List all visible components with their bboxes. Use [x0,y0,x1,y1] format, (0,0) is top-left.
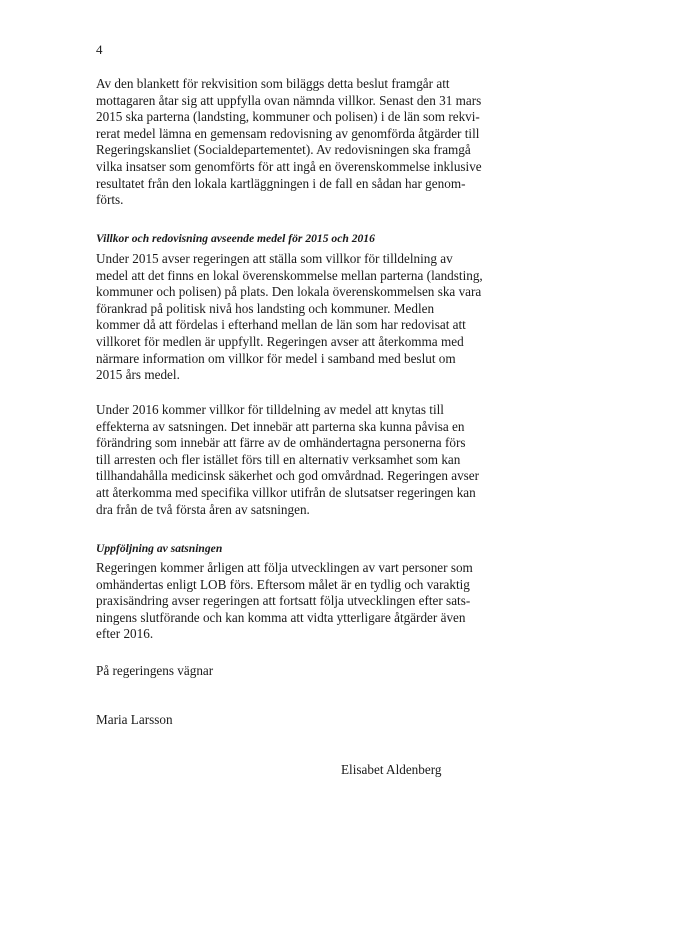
text-line: resultatet från den lokala kartläggningen i de fall en sådan har genom- [96,175,466,191]
text-line: mottagaren åtar sig att uppfylla ovan nämnda villkor. Senast den 31 mars [96,92,482,108]
text-line: förts. [96,192,124,208]
text-line: kommuner och polisen) på plats. Den lokala överenskommelsen ska vara [96,284,482,300]
section-heading-conditions: Villkor och redovisning avseende medel för 2015 och 2016 [96,232,375,245]
text-line: till arresten och fler istället förs till en alternativ verksamhet som kan [96,451,461,467]
closing-phrase: På regeringens vägnar [96,663,214,678]
signatory-official: Elisabet Aldenberg [341,762,442,777]
text-line: effekterna av satsningen. Det innebär att parterna ska kunna påvisa en [96,418,465,434]
page-number: 4 [96,42,103,57]
text-line: dra från de två första åren av satsningen. [96,501,310,517]
text-line: efter 2016. [96,626,154,642]
paragraph-follow-up [96,560,506,643]
text-line: villkoret för medlen är uppfyllt. Regeringen avser att återkomma med [96,333,464,349]
text-line: förankrad på politisk nivå hos landsting och kommuner. Medlen [96,300,435,316]
text-line: kommer då att fördelas i efterhand mellan de län som har redovisat att [96,317,466,333]
text-line: att återkomma med specifika villkor utifrån de slutsatser regeringen kan [96,484,476,500]
text-line: praxisändring avser regeringen att fortsatt följa utvecklingen efter sats- [96,593,471,609]
text-line: tillhandahålla medicinsk säkerhet och god omvårdnad. Regeringen avser [96,468,480,484]
text-line: medel att det finns en lokal överenskommelse mellan parterna (landsting, [96,267,483,283]
text-line: Av den blankett för rekvisition som biläggs detta beslut framgår att [96,76,450,91]
text-line: rerat medel lämna en gemensam redovisning av genomförda åtgärder till [96,125,480,141]
text-line: ningens slutförande och kan komma att vidta ytterligare åtgärder även [96,609,466,625]
paragraph-conditions-2015 [96,251,506,384]
text-line: vilka insatser som genomförts för att ingå en överenskommelse inklusive [96,158,482,174]
paragraph-conditions-2016 [96,402,506,518]
paragraph-requisition [96,76,506,209]
text-line: 2015 ska parterna (landsting, kommuner och polisen) i de län som rekvi- [96,109,480,125]
text-line: närmare information om villkor för medel i samband med beslut om [96,350,456,366]
signatory-minister: Maria Larsson [96,712,173,727]
text-line: Under 2016 kommer villkor för tilldelning av medel att knytas till [96,402,444,417]
text-line: Regeringskansliet (Socialdepartementet). Av redovisningen ska framgå [96,142,471,158]
text-line: förändring som innebär att färre av de omhändertagna personerna förs [96,435,466,451]
section-heading-follow-up: Uppföljning av satsningen [96,542,223,555]
text-line: Regeringen kommer årligen att följa utvecklingen av vart personer som [96,560,473,575]
text-line: 2015 års medel. [96,367,180,383]
text-line: omhändertas enligt LOB förs. Eftersom målet är en tydlig och varaktig [96,576,470,592]
text-line: Under 2015 avser regeringen att ställa som villkor för tilldelning av [96,251,453,266]
